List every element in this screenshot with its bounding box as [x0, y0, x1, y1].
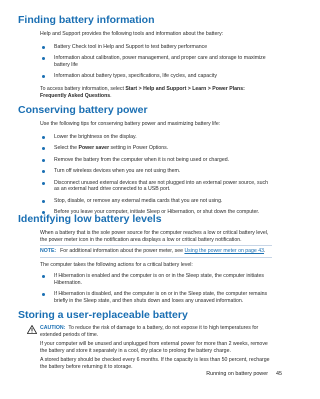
- power-meter-link[interactable]: Using the power meter on page 43: [184, 248, 265, 254]
- list-item: Information about calibration, power management, and proper care and storage to maximize battery life: [40, 55, 272, 68]
- finding-intro: Help and Support provides the following tools and information about the battery:: [40, 31, 224, 37]
- list-item: Turn off wireless devices when you are not using them.: [40, 168, 272, 175]
- caution-text: CAUTION: To reduce the risk of damage to a battery, do not expose it to high temperatures for extended periods of time.: [40, 325, 259, 338]
- page-number: 45: [276, 371, 282, 377]
- list-item: Before you leave your computer, initiate Sleep or Hibernation, or shut down the computer.: [40, 209, 272, 216]
- finding-access-instructions: To access battery information, select Start > Help and Support > Learn > Power Plans: Frequently Asked Questions.: [40, 86, 245, 99]
- heading-storing-user-replaceable-battery: Storing a user-replaceable battery: [18, 309, 188, 321]
- bullet-icon: [42, 46, 45, 49]
- list-item: Select the Power saver setting in Power Options.: [40, 145, 272, 152]
- low-battery-intro: When a battery that is the sole power source for the computer reaches a low or critical battery level, the power meter icon in the notification area displays a low or critical battery notification.: [40, 230, 269, 243]
- note-label: NOTE:: [40, 248, 57, 254]
- list-item: If Hibernation is disabled, and the computer is on or in the Sleep state, the computer remains briefly in the Sleep state, and then shuts down and loses any unsaved information.: [40, 291, 272, 304]
- bullet-icon: [42, 136, 45, 139]
- conserving-intro: Use the following tips for conserving battery power and maximizing battery life:: [40, 121, 221, 127]
- bullet-icon: [42, 170, 45, 173]
- bullet-icon: [42, 75, 45, 78]
- page-footer: [190, 371, 282, 377]
- heading-identifying-low-battery-levels: Identifying low battery levels: [18, 213, 162, 225]
- footer-section-title: Running on battery power: [206, 371, 268, 377]
- access-path: Start > Help and Support > Learn > Power Plans: Frequently Asked Questions: [40, 86, 245, 99]
- storing-paragraph-2: A stored battery should be checked every 6 months. If the capacity is less than 50 percent, recharge the battery before returning it to storage.: [40, 357, 270, 370]
- heading-finding-battery-information: Finding battery information: [18, 14, 155, 26]
- bullet-icon: [42, 275, 45, 278]
- critical-actions-intro: The computer takes the following actions for a critical battery level:: [40, 262, 193, 268]
- storing-paragraph-1: If your computer will be unused and unplugged from external power for more than 2 weeks, remove the battery and store it separately in a cool, dry place to prolong the battery charge.: [40, 341, 268, 354]
- bullet-icon: [42, 293, 45, 296]
- list-item: Information about battery types, specifications, life cycles, and capacity: [40, 73, 272, 80]
- heading-conserving-battery-power: Conserving battery power: [18, 104, 148, 116]
- list-item: Remove the battery from the computer when it is not being used or charged.: [40, 157, 272, 164]
- list-item: Lower the brightness on the display.: [40, 134, 272, 141]
- finding-bullet-list: [40, 44, 272, 85]
- conserving-bullet-list: [40, 134, 272, 220]
- bullet-icon: [42, 159, 45, 162]
- bullet-icon: [42, 200, 45, 203]
- critical-actions-list: [40, 273, 272, 309]
- bullet-icon: [42, 182, 45, 185]
- bullet-icon: [42, 57, 45, 60]
- list-item: Stop, disable, or remove any external media cards that you are not using.: [40, 198, 272, 205]
- bullet-icon: [42, 147, 45, 150]
- caution-label: CAUTION:: [40, 325, 66, 331]
- note-box: NOTE: For additional information about the power meter, see Using the power meter on page 43.: [40, 245, 272, 258]
- list-item: If Hibernation is enabled and the computer is on or in the Sleep state, the computer initiates Hibernation.: [40, 273, 272, 286]
- list-item: Disconnect unused external devices that are not plugged into an external power source, such as an external hard drive connected to a USB port.: [40, 180, 272, 193]
- list-item: Battery Check tool in Help and Support to test battery performance: [40, 44, 272, 51]
- caution-warning-icon: [27, 325, 37, 334]
